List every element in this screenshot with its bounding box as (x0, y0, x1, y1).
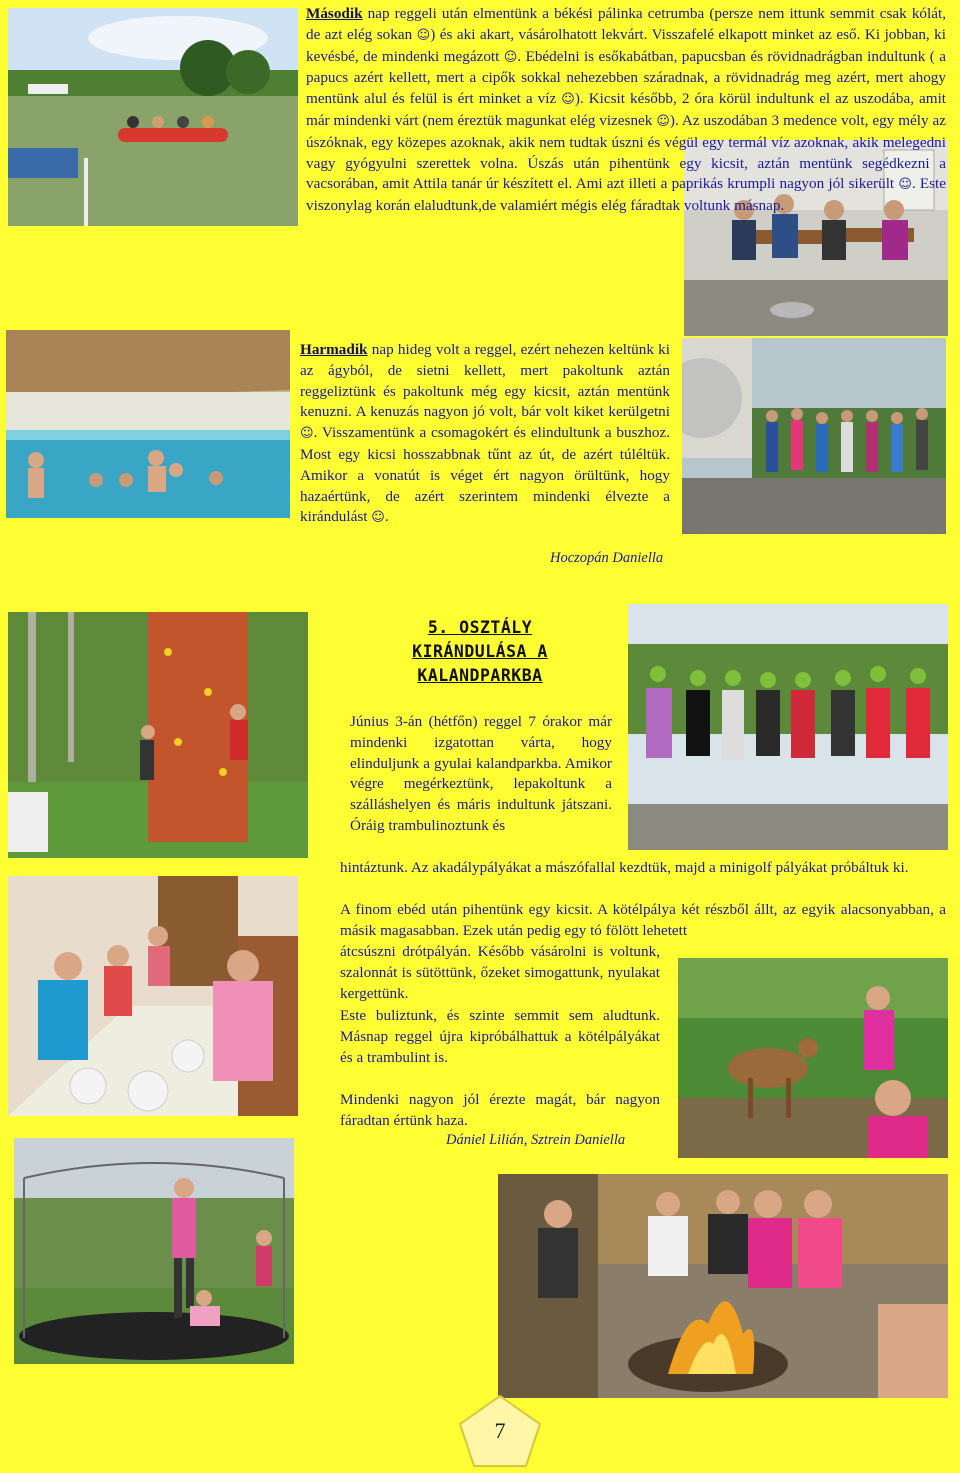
title-line-2: KIRÁNDULÁSA A (412, 642, 548, 661)
smiley-icon: ☺ (656, 113, 670, 129)
article-para-2: hintáztunk. Az akadálypályákat a mászófallal kezdtük, majd a minigolf pályákat próbáltuk ki. (340, 859, 909, 876)
author-article: Dániel Lilián, Sztrein Daniella (446, 1132, 626, 1148)
text-run: . (384, 508, 389, 526)
article-para-3: A finom ebéd után pihentünk egy kicsit. A kötélpálya két részből állt, az egyik alacsonyabban, a másik magasabban. Ezek után pedig egy tó fölött lehetett (340, 901, 946, 939)
smiley-icon: ☺ (503, 49, 518, 65)
article-title (360, 616, 600, 688)
text-run: ) és aki akart, vásárolhatott lekvárt. Visszafelé elkapott minket az eső. Ki jobban, ki kevésbé, de mindenki megázott (306, 25, 946, 65)
smiley-icon: ☺ (561, 92, 575, 108)
text-run: . Visszamentünk a csomagokért és elindultunk a buszhoz. Most egy kicsi hosszabbnak tűnt az út, de azért túléltük. Amikor a vonatút is véget ért nagyon örültünk, hogy hazaértünk, de azért szerintem mindenki élvezte a kirándulást (300, 424, 670, 526)
text-run: ). Kicsit később, 2 óra körül indultunk el az uszodába, amit már mindenki várt (nem éreztük magunkat elég vizesnek (306, 90, 947, 129)
smiley-icon: ☺ (416, 27, 431, 43)
photo-group-outdoor (682, 338, 946, 534)
photo-campfire (498, 1174, 948, 1398)
photo-canoe-river (8, 8, 298, 226)
photo-climbing-wall (8, 612, 308, 858)
section-second-day-text (306, 4, 946, 217)
author-section2: Hoczopán Daniella (550, 550, 664, 566)
text-run: . Ebédelni is esőkabátban, papucsban és rövidnadrágban indultunk ( a papucs azért kellett, mert a cipők sokkal nehezebben száradnak, a rövidnadrág meg azért, mert ahogy mentünk alul és felül is ért minket a víz (306, 47, 946, 108)
text-run: nap hideg volt a reggel, ezért nehezen keltünk ki az ágyból, de sietni kellett, mert pakoltunk aztán reggeliztünk és pakoltunk még egy kicsit, aztán mentünk kenuzni. A kenuzás nagyon jó volt, bár volt kiket kerülgetni (300, 341, 670, 421)
text-run: . Este viszonylag korán elaludtunk,de valamiért mégis elég fáradtak voltunk másnap. (306, 175, 946, 215)
page-number: 7 (494, 1418, 506, 1443)
smiley-icon: ☺ (371, 510, 385, 526)
smiley-icon: ☺ (300, 426, 314, 442)
article-para-4: átcsúszni drótpályán. Később vásárolni is voltunk, szalonnát is sütöttünk, őzeket simogattunk, nyulakat kergettünk. (340, 943, 660, 1002)
article-para-6: Mindenki nagyon jól érezte magát, bár nagyon fáradtan értünk haza. (340, 1091, 660, 1129)
lead-word-second: Második (306, 5, 363, 22)
section-third-day-text (300, 340, 670, 529)
article-para-5: Este buliztunk, és szinte semmit sem aludtunk. Másnap reggel újra kipróbálhattuk a kötélpályákat és a trambulint is. (340, 1007, 660, 1066)
smiley-icon: ☺ (898, 177, 912, 193)
article-para-1: Június 3-án (hétfőn) reggel 7 órakor már mindenki izgatottan várta, hogy elinduljunk a gyulai kalandparkba. Amikor végre megérkeztünk, lepakoltunk a szálláshelyen és máris indultunk játszani. Óráig trambulinoztunk és (350, 713, 612, 834)
title-line-3: KALANDPARKBA (417, 666, 543, 685)
photo-trampoline (14, 1138, 294, 1364)
title-line-1: 5. OSZTÁLY (427, 618, 533, 637)
text-run: nap reggeli után elmentünk a békési pálinka cetrumba (persze nem ittunk semmit csak kólát, de azt elég sokan (306, 5, 946, 43)
photo-deer-petting (678, 958, 948, 1158)
photo-group-helmets (628, 604, 948, 850)
text-run: ). Az uszodában 3 medence volt, egy mély az úszóknak, egy közepes azoknak, akik nem tudtak úszni és végül egy termál víz azoknak, akik melegedni vagy gyógyulni szerettek volna. Úszás után pihentünk egy kicsit, aztán mentünk segédkezni a vacsorában, amit Attila tanár úr készített el. Ami azt illeti a paprikás krumpli nagyon jól sikerült (306, 111, 946, 193)
page-number-badge (458, 1394, 542, 1468)
photo-indoor-pool (6, 330, 290, 518)
lead-word-third: Harmadik (300, 341, 368, 358)
photo-lunch-table (8, 876, 298, 1116)
